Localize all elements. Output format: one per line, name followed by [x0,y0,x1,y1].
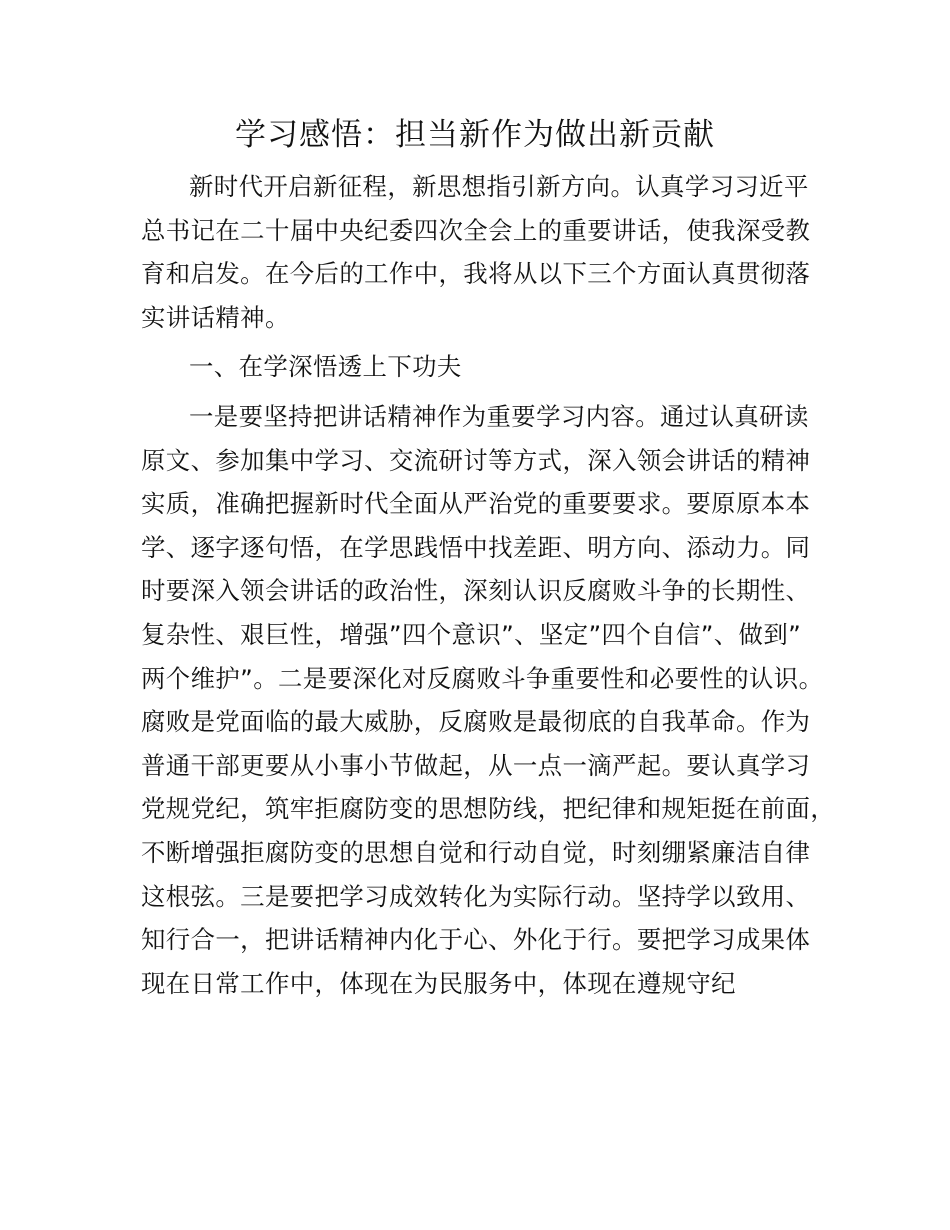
intro-line: 育和启发。在今后的工作中，我将从以下三个方面认真贯彻落 [141,259,811,289]
intro-line: 实讲话精神。 [141,302,290,332]
paragraph-line: 原文、参加集中学习、交流研讨等方式，深入领会讲话的精神 [141,445,811,475]
paragraph-line: 现在日常工作中，体现在为民服务中，体现在遵规守纪 [141,968,736,998]
intro-line: 新时代开启新征程，新思想指引新方向。认真学习习近平 [189,172,809,201]
section-heading: 一、在学深悟透上下功夫 [189,352,462,382]
paragraph-line: 两个维护”。二是要深化对反腐败斗争重要性和必要性的认识。 [141,663,824,693]
paragraph-line: 时要深入领会讲话的政治性，深刻认识反腐败斗争的长期性、 [141,576,811,606]
paragraph-line: 党规党纪，筑牢拒腐防变的思想防线，把纪律和规矩挺在前面， [141,794,836,824]
paragraph-line: 这根弦。三是要把学习成效转化为实际行动。坚持学以致用、 [141,881,811,911]
paragraph-line: 一是要坚持把讲话精神作为重要学习内容。通过认真研读 [189,401,809,431]
paragraph-line: 知行合一，把讲话精神内化于心、外化于行。要把学习成果体 [141,925,811,955]
paragraph-line: 腐败是党面临的最大威胁，反腐败是最彻底的自我革命。作为 [141,707,811,737]
paragraph-line: 学、逐字逐句悟，在学思践悟中找差距、明方向、添动力。同 [141,532,811,562]
paragraph-line: 普通干部更要从小事小节做起，从一点一滴严起。要认真学习 [141,750,811,780]
intro-line: 总书记在二十届中央纪委四次全会上的重要讲话，使我深受教 [141,215,811,245]
paragraph-line: 不断增强拒腐防变的思想自觉和行动自觉，时刻绷紧廉洁自律 [141,837,811,867]
paragraph-line: 实质，准确把握新时代全面从严治党的重要要求。要原原本本 [141,489,811,519]
document-body [141,165,836,1005]
section-paragraph [141,395,836,1005]
paragraph-line: 复杂性、艰巨性，增强”四个意识”、坚定”四个自信”、做到” [141,619,802,649]
document-title: 学习感悟：担当新作为做出新贡献 [235,117,715,153]
